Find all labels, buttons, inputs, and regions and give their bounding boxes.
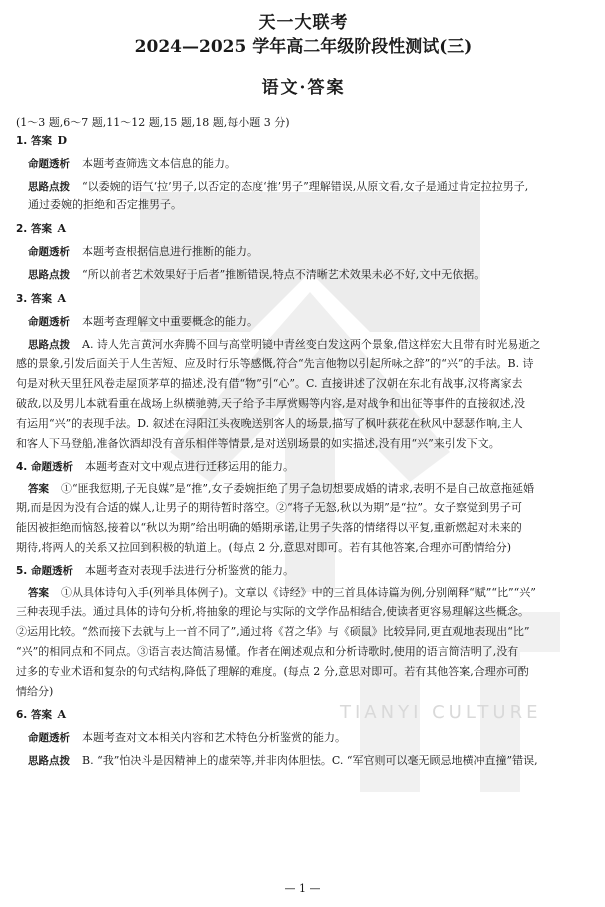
question-4-answer bbox=[16, 480, 591, 498]
question-5-answer-line: ②运用比较。“然而接下去就与上一首不同了”,通过将《苕之华》与《硕鼠》比较异同,更直观地表现出“比” bbox=[16, 625, 530, 638]
question-3-tip-line: 破敌,以及男儿本就看重在战场上纵横驰骋,天子给予丰厚赏赐等内容,是对战争和出征等事件的直接叙述,没 bbox=[16, 397, 525, 410]
tip-text: “以委婉的语气‘拉’男子,以否定的态度‘推’男子”理解错误,从原文看,女子是通过肯定拉拉男子, bbox=[82, 180, 529, 193]
question-4-answer-line: 期,而是因为没有合适的媒人,让男子的期待暂时落空。②“将子无怒,秋以为期”是“拉”。女子察觉到男子可 bbox=[16, 501, 522, 514]
question-5-answer-line: 三种表现手法。通过具体的诗句分析,将抽象的理论与实际的文学作品相结合,使读者更容易理解这些概念。 bbox=[16, 605, 529, 618]
question-5-answer-line: “兴”的相同点和不同点。③语言表达简洁易懂。作者在阐述观点和分析诗歌时,使用的语言简洁明了,没有 bbox=[16, 645, 519, 658]
subject-title: 语文·答案 bbox=[261, 78, 346, 98]
question-4-header bbox=[16, 458, 591, 476]
tip-label: 思路点拨 bbox=[28, 269, 70, 281]
question-5-header bbox=[16, 562, 591, 580]
exam-organizer: 天一大联考 bbox=[258, 13, 349, 33]
question-5-answer bbox=[16, 584, 591, 602]
analysis-text: 本题考查对文本相关内容和艺术特色分析鉴赏的能力。 bbox=[82, 731, 346, 744]
question-3-tip-line: 有运用“兴”的表现手法。D. 叙述在浔阳江头夜晚送别客人的场景,描写了枫叶荻花在秋风中瑟瑟作响,主人 bbox=[16, 417, 523, 430]
tip-label: 思路点拨 bbox=[28, 755, 70, 767]
answer-document bbox=[0, 12, 605, 770]
question-5-answer-line: 过多的专业术语和复杂的句式结构,降低了理解的难度。(每点 2 分,意思对即可。若有其他答案,合理亦可酌 bbox=[16, 665, 529, 678]
analysis-text: 本题考查对文中观点进行迁移运用的能力。 bbox=[84, 460, 294, 473]
question-3-tip-line: 和客人下马登船,准备饮酒却没有音乐相伴等情景,是对送别场景的如实描述,没有用“兴”来引发下文。 bbox=[16, 437, 500, 450]
answer-choice: A bbox=[57, 708, 66, 721]
question-3-tip bbox=[16, 336, 591, 354]
question-2-tip bbox=[16, 266, 591, 284]
question-number: 2. 答案 bbox=[16, 223, 52, 235]
question-3-analysis bbox=[16, 313, 591, 331]
analysis-label: 命题透析 bbox=[28, 732, 70, 744]
page-number: — 1 — bbox=[284, 882, 321, 895]
watermark-text: TIANYI CULTURE bbox=[340, 702, 542, 723]
answer-label: 答案 bbox=[28, 483, 49, 495]
question-5-answer-line: 情给分) bbox=[16, 685, 54, 698]
tip-text: B. “我”怕决斗是因精神上的虚荣等,并非肉体胆怯。C. “军官则可以毫无顾忌地横冲直撞”错误, bbox=[82, 754, 538, 767]
question-6-answer bbox=[16, 706, 591, 724]
answer-text: ①“匪我愆期,子无良媒”是“推”,女子委婉拒绝了男子急切想要成婚的请求,表明不是自己故意拖延婚 bbox=[61, 482, 534, 495]
analysis-text: 本题考查筛选文本信息的能力。 bbox=[82, 157, 236, 170]
analysis-label: 命题透析 bbox=[28, 158, 70, 170]
question-number: 3. 答案 bbox=[16, 293, 52, 305]
scoring-note: (1～3 题,6～7 题,11～12 题,15 题,18 题,每小题 3 分) bbox=[16, 116, 290, 129]
question-3-answer bbox=[16, 290, 591, 308]
question-6-tip bbox=[16, 752, 591, 770]
question-1-tip bbox=[16, 178, 591, 196]
analysis-text: 本题考查理解文中重要概念的能力。 bbox=[82, 315, 258, 328]
question-number: 1. 答案 bbox=[16, 135, 52, 147]
question-4-answer-line: 期待,将两人的关系又拉回到积极的轨道上。(每点 2 分,意思对即可。若有其他答案,合理亦可酌情给分) bbox=[16, 541, 512, 554]
answer-choice: D bbox=[57, 134, 67, 147]
question-2-answer bbox=[16, 220, 591, 238]
tip-label: 思路点拨 bbox=[28, 339, 70, 351]
tip-text: “所以前者艺术效果好于后者”推断错误,特点不清晰艺术效果未必不好,文中无依据。 bbox=[82, 268, 486, 281]
analysis-label: 命题透析 bbox=[28, 246, 70, 258]
analysis-text: 本题考查根据信息进行推断的能力。 bbox=[82, 245, 258, 258]
question-3-tip-line: 感的景象,引发后面关于人生苦短、应及时行乐等感慨,符合“先言他物以引起所咏之辞”的“兴”的手法。B. 诗 bbox=[16, 357, 534, 370]
tip-text: A. 诗人先言黄河水奔腾不回与高堂明镜中青丝变白发这两个景象,借这样宏大且带有时光易逝之 bbox=[82, 338, 541, 351]
exam-title: 2024—2025 学年高二年级阶段性测试(三) bbox=[134, 37, 473, 57]
question-1-analysis bbox=[16, 155, 591, 173]
question-1-tip-cont: 通过委婉的拒绝和否定推男子。 bbox=[28, 198, 182, 211]
question-number: 5. 命题透析 bbox=[16, 565, 73, 577]
analysis-text: 本题考查对表现手法进行分析鉴赏的能力。 bbox=[84, 564, 294, 577]
question-number: 4. 命题透析 bbox=[16, 461, 73, 473]
question-number: 6. 答案 bbox=[16, 709, 52, 721]
question-3-tip-line: 句是对秋天里狂风卷走屋顶茅草的描述,没有借“物”引“心”。C. 直接讲述了汉朝在东北有战事,汉将离家去 bbox=[16, 377, 523, 390]
answer-text: ①从具体诗句入手(列举具体例子)。文章以《诗经》中的三首具体诗篇为例,分别阐释“赋”“比”“兴” bbox=[61, 586, 536, 599]
question-6-analysis bbox=[16, 729, 591, 747]
tip-label: 思路点拨 bbox=[28, 181, 70, 193]
answer-choice: A bbox=[57, 222, 66, 235]
question-4-answer-line: 能因被拒绝而恼怒,接着以“秋以为期”给出明确的婚期承诺,让男子失落的情绪得以平复,重新燃起对未来的 bbox=[16, 521, 522, 534]
analysis-label: 命题透析 bbox=[28, 316, 70, 328]
question-1-answer bbox=[16, 132, 591, 150]
question-2-analysis bbox=[16, 243, 591, 261]
answer-label: 答案 bbox=[28, 587, 49, 599]
answer-choice: A bbox=[57, 292, 66, 305]
